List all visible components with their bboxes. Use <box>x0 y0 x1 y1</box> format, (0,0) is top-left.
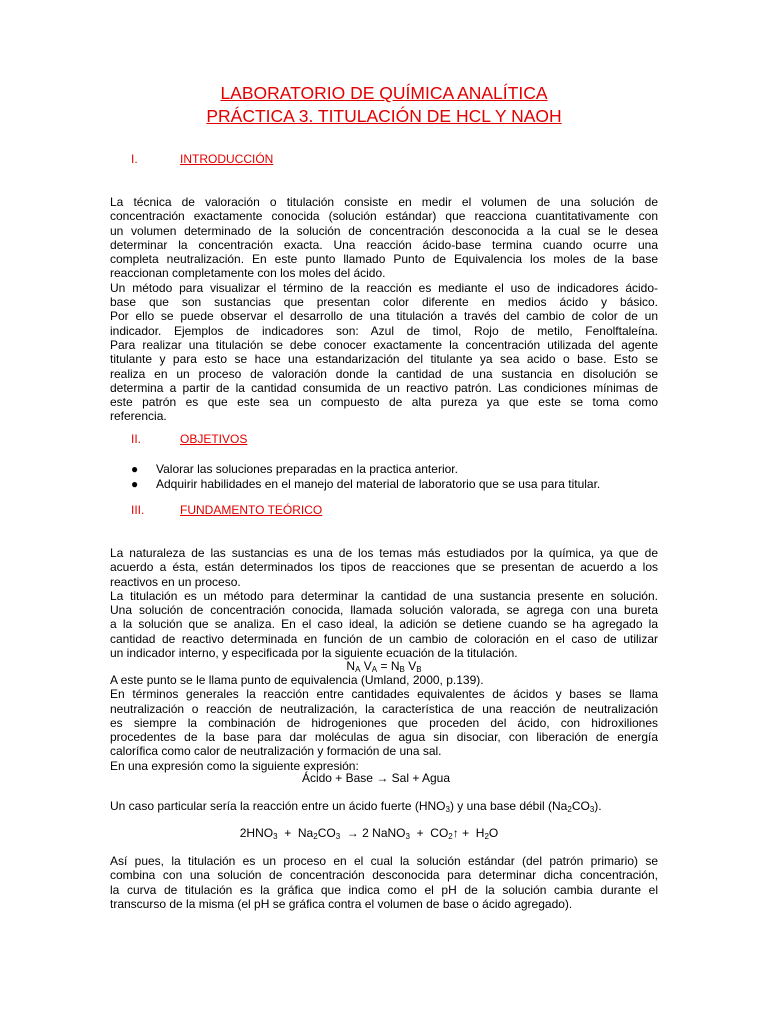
text-line: neutralización o reacción de neutralización, la característica de una reacción de neutralización <box>110 701 658 716</box>
list-item <box>131 477 600 492</box>
closing-paragraph <box>110 854 658 911</box>
text-line: procedentes de la base para dar moléculas de agua sin disociar, con liberación de energía <box>110 730 658 745</box>
text-line: cantidad de reactivo determinada en función de un cambio de coloración en el caso de utilizar <box>110 631 658 646</box>
text-line: base que son sustancias que presentan color diferente en medios ácido y básico. <box>110 295 658 310</box>
theory-paragraph-1 <box>110 546 658 660</box>
text-line: acuerdo a ésta, están determinados los tipos de reacciones que se presentan de acuerdo a los <box>110 560 658 575</box>
objectives-list <box>131 462 600 491</box>
text-line: La titulación es un método para determinar la cantidad de una sustancia presente en solución. <box>110 588 658 603</box>
text-line: un volumen determinado de la solución de concentración desconocida a la cual se le desea <box>110 223 658 238</box>
text-line: En una expresión como la siguiente expresión: <box>110 758 359 773</box>
text-line: referencia. <box>110 409 167 424</box>
text-line: este patrón es que este sea un compuesto de alta pureza ya que este se toma como <box>110 395 658 410</box>
section-number: II. <box>131 432 142 446</box>
list-item-text: Valorar las soluciones preparadas en la practica anterior. <box>156 462 458 476</box>
text-line: A este punto se le llama punto de equivalencia (Umland, 2000, p.139). <box>110 673 484 687</box>
document-title: LABORATORIO DE QUÍMICA ANALÍTICA <box>220 83 548 103</box>
text-line: determinar la concentración exacta. Una reacción ácido-base termina cuando ocurre una <box>110 237 658 252</box>
bullet-icon: ● <box>131 476 139 491</box>
document-subtitle: PRÁCTICA 3. TITULACIÓN DE HCL Y NAOH <box>206 106 562 126</box>
text-line: En términos generales la reacción entre cantidades equivalentes de ácidos y bases se llama <box>110 687 658 702</box>
text-line: un indicador interno, y especificada por la siguiente ecuación de la titulación. <box>110 646 518 661</box>
text-line: indicador. Ejemplos de indicadores son: Azul de timol, Rojo de metilo, Fenolftaleína. <box>110 323 658 338</box>
text-line: realiza en un proceso de valoración donde la cantidad de una sustancia en disolución se <box>110 366 658 381</box>
text-line: La técnica de valoración o titulación consiste en medir el volumen de una solución de <box>110 195 658 209</box>
titration-equation: $N_A$ $V_A = N_B$ $V_B$ <box>346 659 422 674</box>
text-line: concentración exactamente conocida (solución estándar) que reacciona cuantitativamente con <box>110 209 658 224</box>
intro-paragraph <box>110 195 658 424</box>
text-line: Así pues, la titulación es un proceso en el cual la solución estándar (del patrón primario) se <box>110 854 658 868</box>
text-line: transcurso de la misma (el pH se gráfica contra el volumen de base o ácido agregado). <box>110 896 573 911</box>
text-line: combina con una solución de concentración desconocida para determinar dicha concentración, <box>110 868 658 883</box>
section-number: I. <box>131 152 138 166</box>
text-line: reactivos en un proceso. <box>110 574 241 589</box>
section-label: INTRODUCCIÓN <box>180 152 274 166</box>
text-line: la curva de titulación es la gráfica que indica como el pH de la solución cambia durante el <box>110 882 658 897</box>
text-line: Un método para visualizar el término de la reacción es mediante el uso de indicadores ácido- <box>110 280 658 295</box>
reaction-words: Ácido + Base → Sal + Agua <box>301 771 451 785</box>
list-item-text: Adquirir habilidades en el manejo del material de laboratorio que se usa para titular. <box>156 476 601 491</box>
text-line: titulante y para esto se hace una estandarización del titulante ya sea acido o base. Esto se <box>110 352 658 367</box>
text-line: Por ello se puede observar el desarrollo de una titulación a través del cambio de color de un <box>110 309 658 324</box>
reaction-formula: $2HNO_3 + Na_2CO_3 \to 2$ NaNO$_3$ + $CO_2↑ + H_2O$ <box>239 826 499 841</box>
list-item <box>131 462 600 477</box>
theory-paragraph-2 <box>110 673 658 773</box>
particular-case-line: Un caso particular sería la reacción entre un ácido fuerte $(HNO_3)$ y una base débil $(Na_2CO_3)$. <box>110 799 602 814</box>
section-label: OBJETIVOS <box>180 432 248 446</box>
bullet-icon: ● <box>131 462 139 476</box>
text-line: Una solución de concentración conocida, llamada solución valorada, se agrega con una bureta <box>110 603 658 618</box>
section-label: FUNDAMENTO TEÓRICO <box>180 503 323 517</box>
text-line: reaccionan completamente con los moles del ácido. <box>110 266 386 281</box>
text-line: es siempre la combinación de hidrogeniones que proceden del ácido, con hidroxiliones <box>110 715 658 730</box>
text-line: completa neutralización. En este punto llamado Punto de Equivalencia los moles de la base <box>110 252 658 267</box>
section-number: III. <box>131 503 145 517</box>
text-line: determina a partir de la cantidad consumida de un reactivo patrón. Las condiciones mínimas de <box>110 380 658 395</box>
text-line: La naturaleza de las sustancias es una de los temas más estudiados por la química, ya que de <box>110 546 658 560</box>
text-line: calorífica como calor de neutralización y formación de una sal. <box>110 744 442 759</box>
text-line: a la solución que se analiza. En el caso ideal, la adición se detiene cuando se ha agregado la <box>110 617 658 632</box>
text-line: Para realizar una titulación se debe conocer exactamente la concentración utilizada del agente <box>110 337 658 352</box>
